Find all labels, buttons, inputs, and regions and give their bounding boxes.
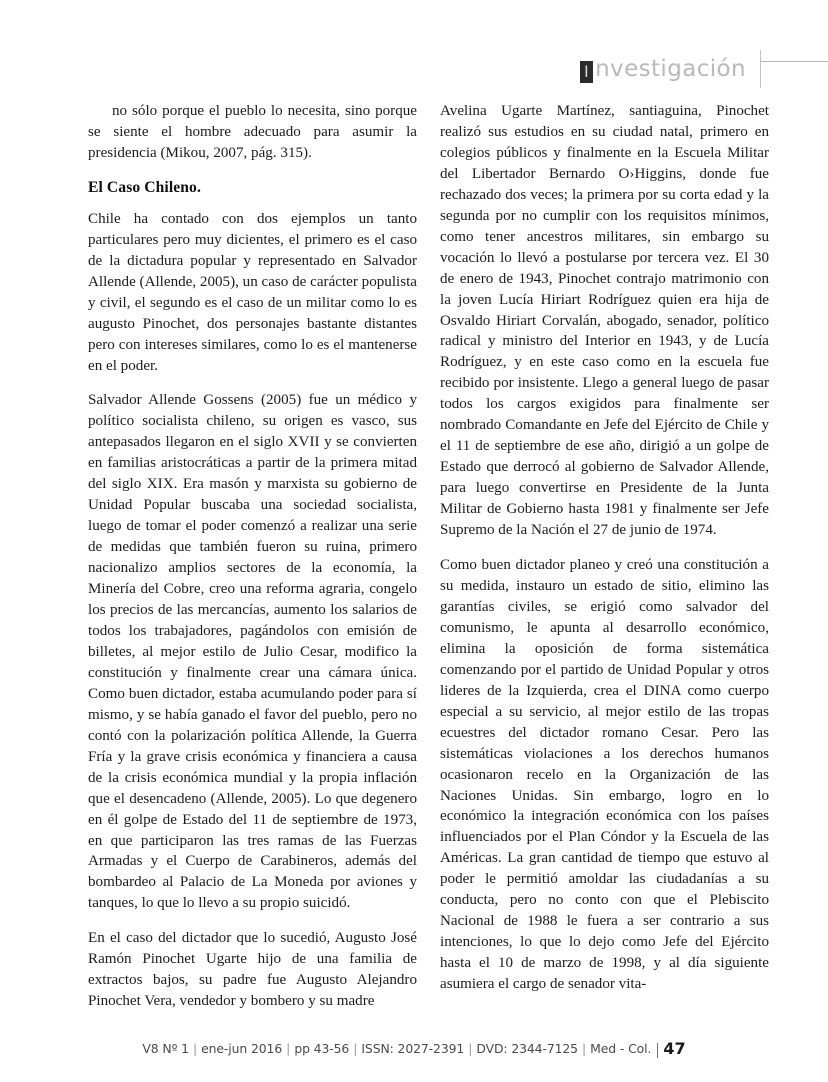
footer-separator: | bbox=[192, 1040, 198, 1056]
column-right bbox=[440, 101, 769, 1016]
header-rule-group bbox=[760, 46, 828, 92]
footer-pages: pp 43-56 bbox=[294, 1040, 350, 1056]
paragraph: Avelina Ugarte Martínez, santiaguina, Pinochet realizó sus estudios en su ciudad natal, primero en colegios públicos y finalmente en la Escuela Militar del Libertador Bernardo O›Higgins, donde fue rechazado dos veces; la primera por su corta edad y la segunda por no cumplir con los requisitos mínimos, como tener ancestros militares, sin embargo su vocación lo llevó a postularse por tercera vez. El 30 de enero de 1943, Pinochet contrajo matrimonio con la joven Lucía Hiriart Rodríguez quien era hija de Osvaldo Hiriart Corvalán, abogado, senador, político radical y ministro del Interior en 1943, y de Lucía Rodríguez, y en este caso como en la escuela fue recibido por insistente. Llego a general luego de pasar todos los cargos exigidos para finalmente ser nombrado Comandante en Jefe del Ejército de Chile y el 11 de septiembre de ese año, dirigió a un golpe de Estado que derrocó al gobierno de Salvador Allende, para luego convertirse en Presidente de la Junta Militar de Gobierno hasta 1981 y finalmente ser Jefe Supremo de la Nación el 27 de junio de 1974. bbox=[440, 103, 769, 539]
header-inner bbox=[88, 46, 828, 92]
footer-location: Med - Col. bbox=[590, 1040, 652, 1056]
article-body bbox=[88, 101, 769, 1016]
footer-issn: ISSN: 2027-2391 bbox=[361, 1040, 465, 1056]
footer-period: ene-jun 2016 bbox=[201, 1040, 283, 1056]
page-header bbox=[88, 46, 828, 92]
section-heading: El Caso Chileno. bbox=[88, 178, 201, 196]
dropcap-letter: I bbox=[580, 61, 593, 83]
header-vertical-divider bbox=[760, 50, 761, 88]
header-horizontal-rule bbox=[761, 61, 828, 62]
paragraph: Chile ha contado con dos ejemplos un tanto particulares pero muy dicientes, el primero es el caso de la dictadura popular y representado en Salvador Allende (Allende, 2005), un caso de carácter populista y civil, el segundo es el caso de un militar como lo es augusto Pinochet, dos personajes bastante distantes pero con intereses similares, como lo es el mantenerse en el poder. bbox=[88, 210, 418, 374]
footer-dvd: DVD: 2344-7125 bbox=[476, 1040, 578, 1056]
paragraph: no sólo porque el pueblo lo necesita, sino porque se siente el hombre adecuado para asumir la presidencia (Mikou, 2007, pág. 315). bbox=[88, 103, 417, 161]
page-number: 47 bbox=[663, 1038, 686, 1058]
section-label bbox=[580, 56, 746, 82]
footer-separator: | bbox=[353, 1040, 358, 1056]
footer-separator: | bbox=[286, 1040, 291, 1056]
footer-separator: | bbox=[468, 1040, 473, 1056]
page-footer bbox=[0, 1033, 828, 1063]
footer-separator: | bbox=[581, 1040, 587, 1056]
footer-volume: V8 Nº 1 bbox=[142, 1040, 189, 1056]
column-left bbox=[88, 101, 417, 1016]
paragraph: Salvador Allende Gossens (2005) fue un médico y político socialista chileno, su origen es vasco, sus antepasados llegaron en el siglo XVII y se convierten en familias aristocráticas a partir de la primera mitad del siglo XIX. Era masón y marxista su gobierno de Unidad Popular buscaba una sociedad socialista, luego de tomar el poder comenzó a realizar una serie de medidas que también fueron su ruina, primero nacionalizo amplios sectores de la economía, la Minería del Cobre, creo una reforma agraria, congelo los precios de las mercancías, aumento los salarios de todos los trabajadores, pagándolos con emisión de billetes, al mejor estilo de Julio Cesar, modifico la constitución y finalmente crear una cámara única. Como buen dictador, estaba acumulando poder para sí mismo, y se había ganado el favor del pueblo, pero no contó con la polarización política Allende, la Guerra Fría y la grave crisis económica y financiera a causa de la crisis económica mundial y la propia inflación que el desencadeno (Allende, 2005). Lo que degenero en él golpe de Estado del 11 de septiembre de 1973, en que participaron las tres ramas de las Fuerzas Armadas y el Cuerpo de Carabineros, además del bombardeo al Palacio de La Moneda por aviones y tanques, lo que lo llevo a su propio suicidó. bbox=[88, 392, 417, 912]
section-label-text: nvestigación bbox=[595, 56, 746, 82]
paragraph: En el caso del dictador que lo sucedió, Augusto José Ramón Pinochet Ugarte hijo de una familia de extractos bajos, su padre fue Augusto Alejandro Pinochet Vera, vendedor y bombero y su madre bbox=[88, 930, 417, 1010]
footer-page-divider bbox=[657, 1043, 658, 1058]
paragraph: Como buen dictador planeo y creó una constitución a su medida, instauro un estado de sitio, elimino las garantías civiles, se erigió como salvador del comunismo, le apunta al desarrollo económico, elimina la oposición de forma sistemática comenzando por el partido de Unidad Popular y otros lideres de la Izquierda, crea el DINA como cuerpo especial a su servicio, al mejor estilo de las tropas ecuestres del dictador romano Cesar. Pero las sistemáticas violaciones a los derechos humanos ocasionaron recelo en la Organización de las Naciones Unidas. Sin embargo, logro en lo económico la integración económica con los países influenciados por el Plan Cóndor y la Escuela de las Américas. La gran cantidad de tiempo que estuvo al poder le permitió amoldar las ciudadanías a su conducta, pero no conto con que el Plebiscito Nacional de 1988 le fuera a ser contrario a sus intenciones, lo que lo dejo como Jefe del Ejército hasta el 10 de marzo de 1998, y al día siguiente asumiera el cargo de senador vita- bbox=[440, 557, 769, 993]
